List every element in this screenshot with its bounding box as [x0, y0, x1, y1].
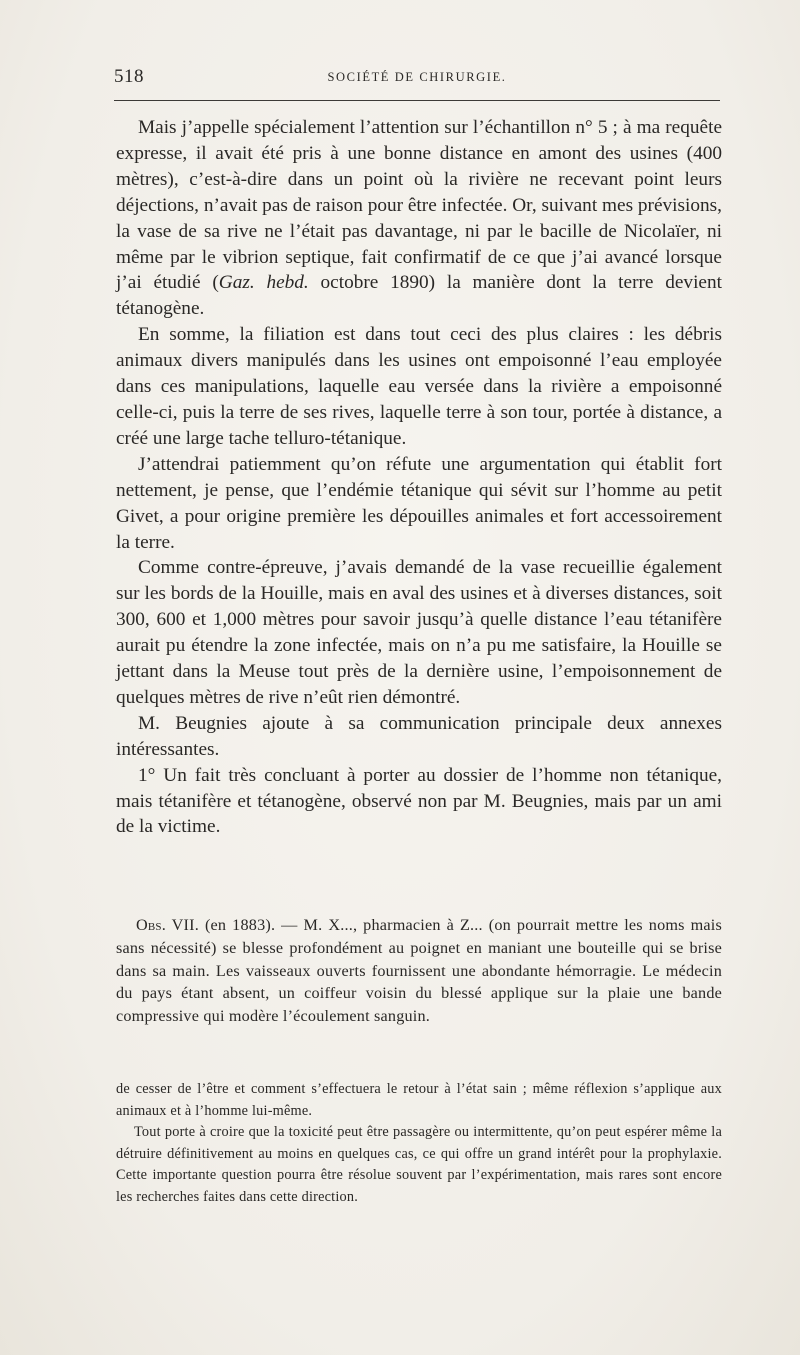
page-number: 518 — [114, 66, 144, 87]
paragraph-text: octobre 1890) la manière dont la terre devient tétanogène. — [116, 272, 722, 320]
paragraph-text: Mais j’appelle spécialement l’attention sur l’échantillon n° 5 ; à ma requête expresse, il avait été pris à une bonne distance en amont des usines (400 mètres), c’est-à-dire dans un point où la rivière ne recevant point leurs déjections, n’avait pas de raison pour être infectée. Or, suivant mes prévisions, la vase de sa rive ne l’était pas davantage, ni par le bacille de Nicolaïer, ni même par le vibrion septique, fait confirmatif de ce que j’ai avancé lorsque j’ai étudié ( — [116, 117, 722, 294]
footnote-paragraph: Tout porte à croire que la toxicité peut être passagère ou intermittente, qu’on peut espérer même la détruire définitivement au moins en quelques cas, ce qui offre un grand intérêt pour la prophylaxie. Cette importante question pourra être résolue souvent par l’expérimentation, mais rares sont encore les recherches faites dans cette direction. — [116, 1124, 722, 1205]
footnote-paragraph: de cesser de l’être et comment s’effectuera le retour à l’état sain ; même réflexion s’applique aux animaux et à l’homme lui-même. — [116, 1081, 722, 1119]
header-rule — [114, 100, 720, 101]
paragraph: 1° Un fait très concluant à porter au dossier de l’homme non tétanique, mais tétanifère et tétanogène, observé non par M. Beugnies, mais par un ami de la victime. — [116, 764, 722, 838]
paragraph: En somme, la filiation est dans tout ceci des plus claires : les débris animaux divers manipulés dans les usines ont empoisonné l’eau employée dans ces manipulations, laquelle eau versée dans la rivière a empoisonné celle-ci, puis la terre de ses rives, laquelle terre à son tour, portée à distance, a créé une large tache telluro-tétanique. — [116, 324, 722, 449]
footnote-block — [116, 1079, 722, 1209]
observation-text: (en 1883). — M. X..., pharmacien à Z... (on pourrait mettre les noms mais sans nécessité) se blesse profondément au poignet en maniant une bouteille qui se brise dans sa main. Les vaisseaux ouverts fournissent une abondante hémorragie. Le médecin du pays étant absent, un coiffeur voisin du blessé applique sur la plaie une bande compressive qui modère l’écoulement sanguin. — [116, 916, 722, 1026]
paragraph: Comme contre-épreuve, j’avais demandé de la vase recueillie également sur les bords de la Houille, mais en aval des usines et à diverses distances, soit 300, 600 et 1,000 mètres pour savoir jusqu’à quelle distance l’eau tétanifère aurait pu étendre la zone infectée, mais on n’a pu me satisfaire, la Houille se jettant dans la Meuse tout près de la dernière usine, l’empoisonnement de quelques mètres de rive n’eût rien démontré. — [116, 557, 722, 708]
observation-paragraph — [116, 914, 722, 1028]
page-header — [114, 66, 720, 90]
paragraph — [116, 115, 722, 322]
running-head: SOCIÉTÉ DE CHIRURGIE. — [327, 70, 507, 84]
main-text — [116, 115, 722, 840]
paragraph: M. Beugnies ajoute à sa communication principale deux annexes intéressantes. — [116, 712, 722, 760]
paragraph: J’attendrai patiemment qu’on réfute une argumentation qui établit fort nettement, je pense, que l’endémie tétanique qui sévit sur l’homme au petit Givet, a pour origine première les dépouilles animales et fort accessoirement la terre. — [116, 453, 722, 553]
citation-title: Gaz. hebd. — [218, 272, 309, 294]
observation-label: Obs. VII. — [136, 916, 199, 934]
observation-block — [116, 914, 722, 1028]
